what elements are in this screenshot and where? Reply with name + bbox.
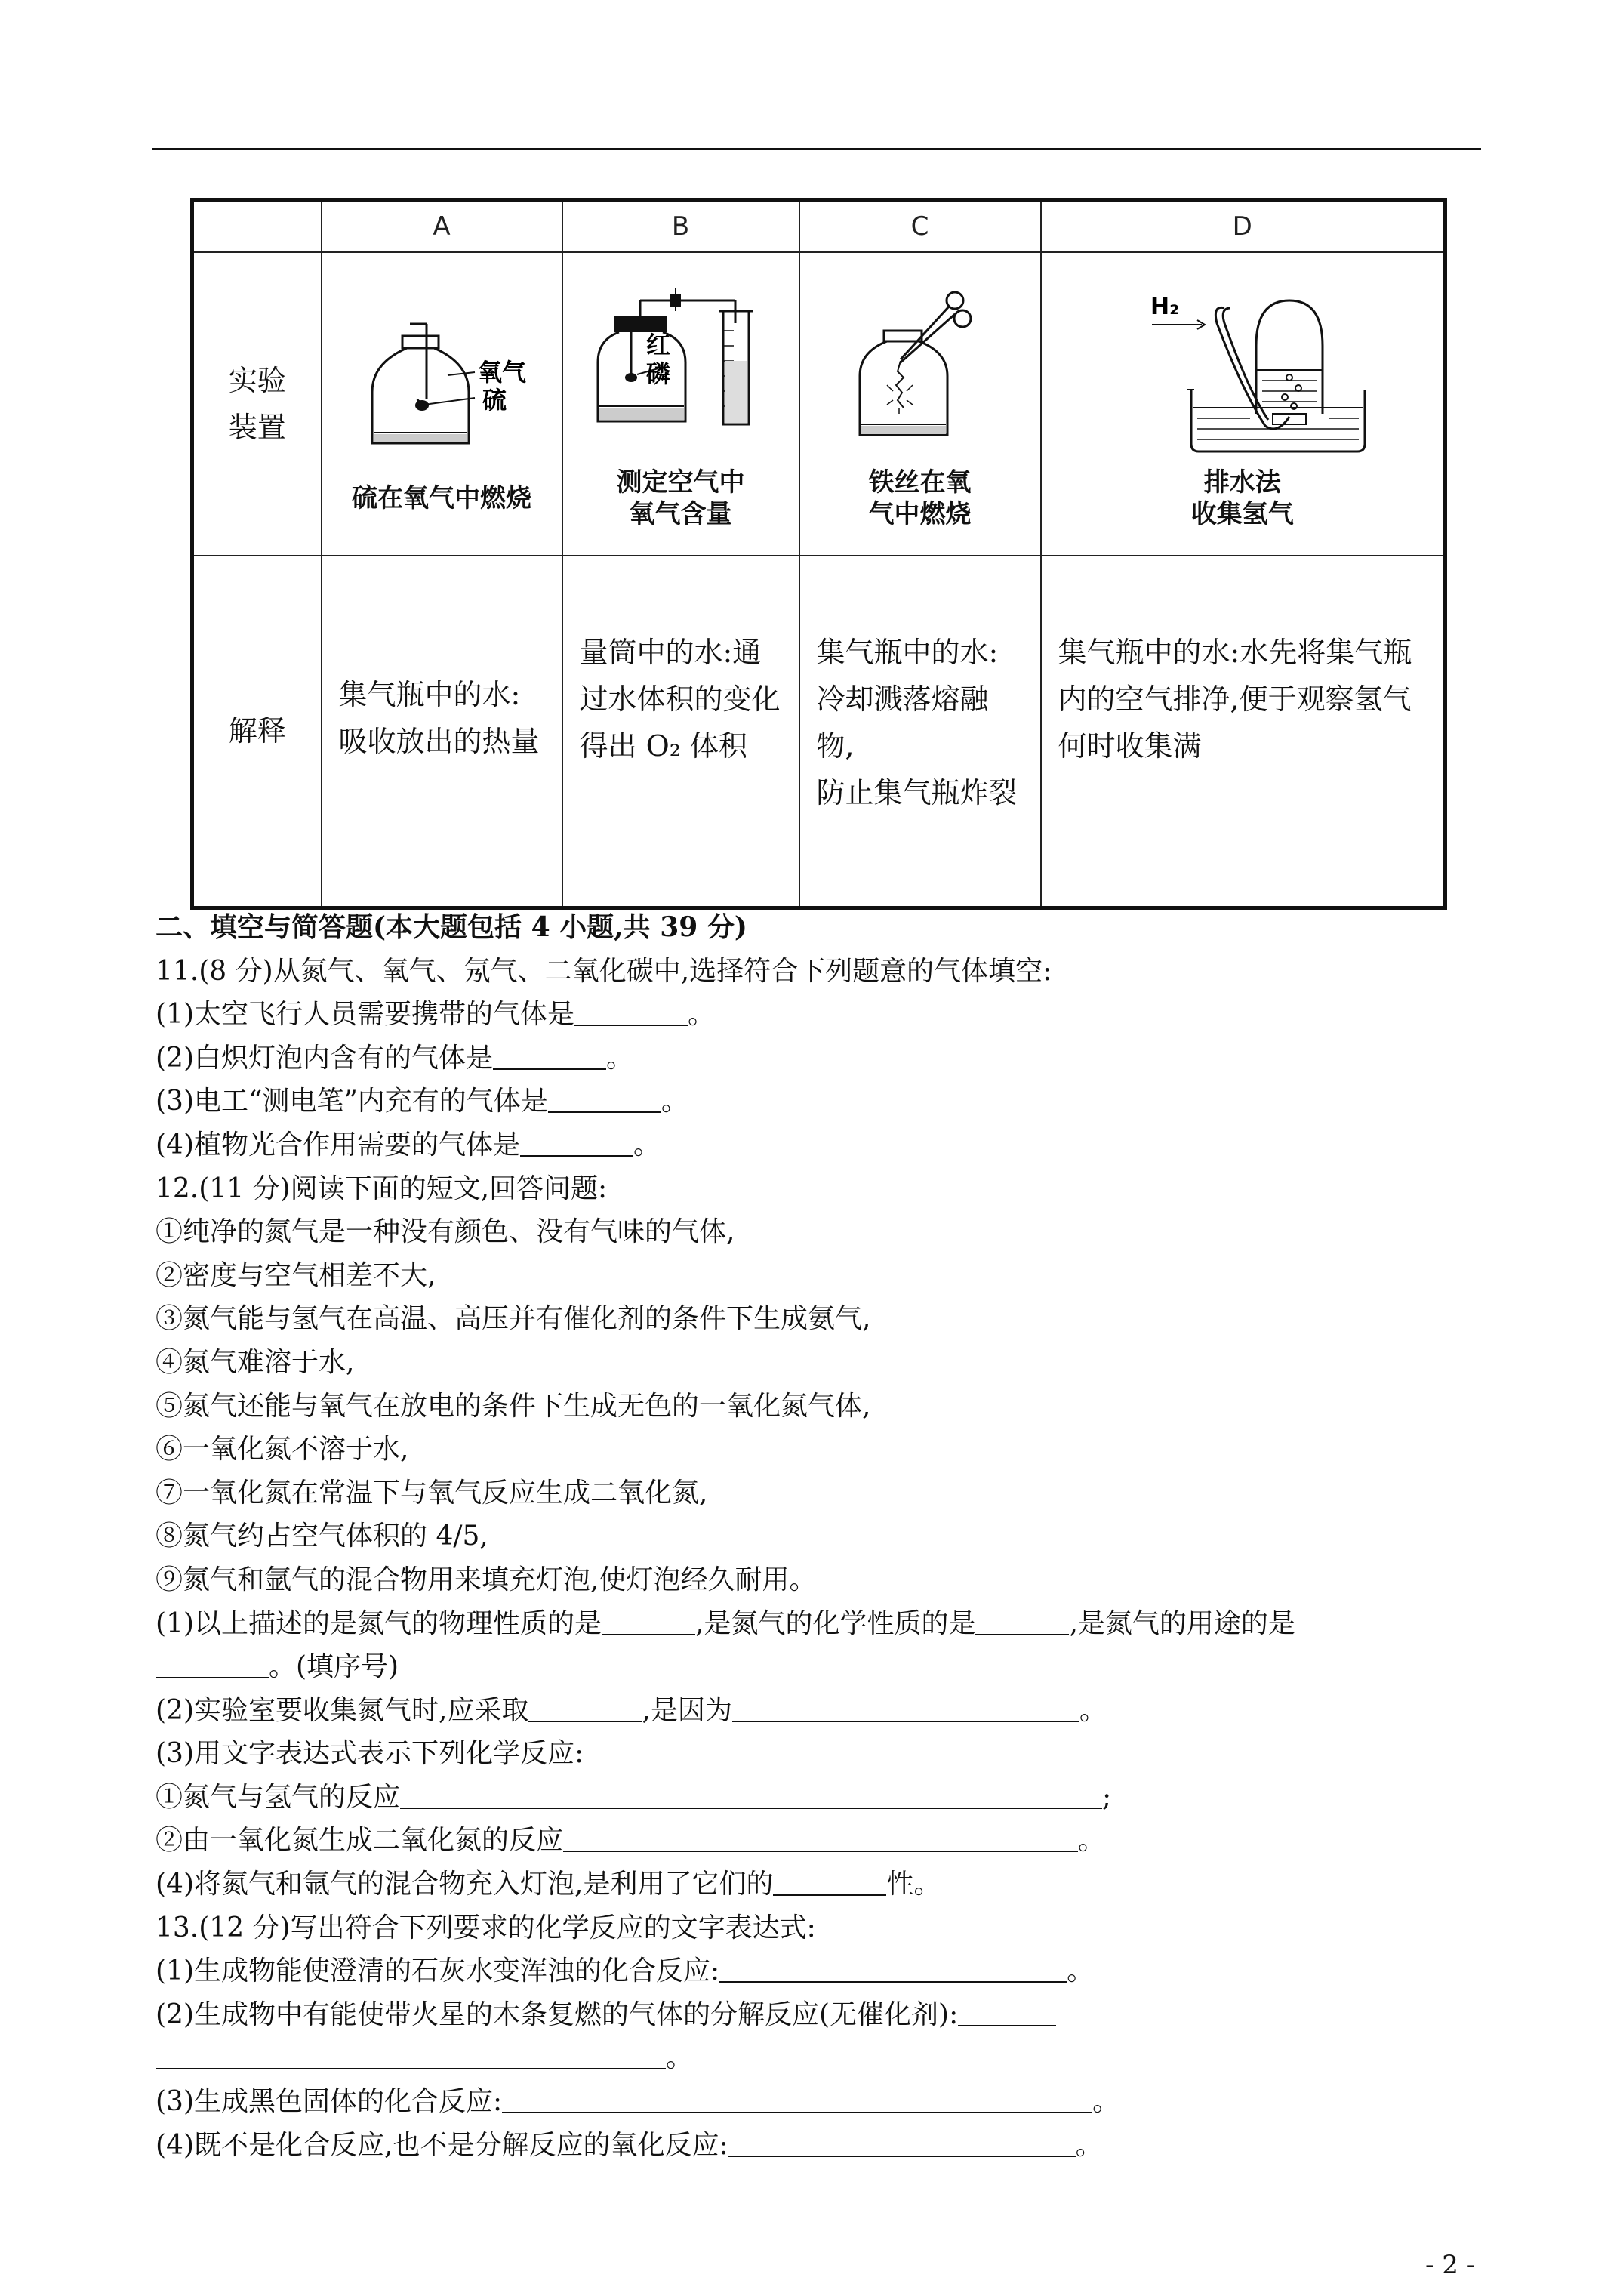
answer-blank[interactable] [975, 1604, 1069, 1635]
q13-stem: 13.(12 分)写出符合下列要求的化学反应的文字表达式: [156, 1912, 816, 1943]
page-number: - 2 - [1425, 2250, 1476, 2280]
apparatus-c [799, 252, 1041, 556]
explanation-c: 集气瓶中的水: 冷却溅落熔融物, 防止集气瓶炸裂 [799, 556, 1041, 908]
answer-blank[interactable] [502, 2082, 1092, 2113]
q11-item-4: (4)植物光合作用需要的气体是 。 [156, 1123, 1477, 1167]
explanation-d: 集气瓶中的水:水先将集气瓶 内的空气排净,便于观察氢气 何时收集满 [1041, 556, 1446, 908]
sulfur-combustion-diagram [328, 294, 555, 482]
q13-item-2: (2)生成物中有能使带火星的木条复燃的气体的分解反应(无催化剂): [156, 1993, 1477, 2037]
q12-fact-1: ①纯净的氮气是一种没有颜色、没有气味的气体, [156, 1216, 735, 1248]
oxygen-content-diagram [568, 278, 794, 467]
apparatus-b [562, 252, 799, 556]
explanation-row [192, 556, 1446, 908]
answer-blank[interactable] [156, 2038, 666, 2069]
answer-blank[interactable] [528, 1690, 642, 1722]
caption-a: 硫在氧气中燃烧 [352, 483, 531, 513]
answer-blank[interactable] [520, 1125, 633, 1157]
answer-blank[interactable] [548, 1081, 661, 1113]
q12-part-1: (1)以上描述的是氮气的物理性质的是 ,是氮气的化学性质的是 ,是氮气的用途的是 [156, 1602, 1477, 1646]
q11-item-2: (2)白炽灯泡内含有的气体是 。 [156, 1037, 1477, 1080]
q11-stem: 11.(8 分)从氮气、氧气、氖气、二氧化碳中,选择符合下列题意的气体填空: [156, 955, 1052, 987]
iron-combustion-diagram [807, 278, 1033, 467]
header-d: D [1041, 200, 1446, 253]
q11-item-3: (3)电工“测电笔”内充有的气体是 。 [156, 1080, 1477, 1123]
q12-fact-7: ⑦一氧化氮在常温下与氧气反应生成二氧化氮, [156, 1477, 708, 1509]
q12-stem: 12.(11 分)阅读下面的短文,回答问题: [156, 1173, 608, 1204]
q11-item-1: (1)太空飞行人员需要携带的气体是 。 [156, 993, 1477, 1037]
explanation-b: 量筒中的水:通 过水体积的变化 得出 O₂ 体积 [562, 556, 799, 908]
q13-item-2-cont: 。 [156, 2036, 1477, 2080]
q12-fact-2: ②密度与空气相差不大, [156, 1259, 436, 1291]
q12-fact-3: ③氮气能与氢气在高温、高压并有催化剂的条件下生成氨气, [156, 1303, 871, 1335]
label-phosphorus: 磷 [645, 359, 670, 388]
label-red: 红 [645, 331, 670, 359]
experiment-table [190, 198, 1447, 910]
apparatus-row [192, 252, 1446, 556]
explanation-a: 集气瓶中的水: 吸收放出的热量 [322, 556, 562, 908]
header-rule [152, 148, 1481, 150]
answer-blank[interactable] [728, 2125, 1076, 2157]
answer-blank[interactable] [732, 1690, 1079, 1722]
table-header-row [192, 200, 1446, 253]
caption-c: 铁丝在氧 气中燃烧 [868, 467, 972, 529]
apparatus-d [1041, 252, 1446, 556]
answer-blank[interactable] [156, 1647, 269, 1678]
answer-blank[interactable] [563, 1820, 1078, 1852]
q13-item-4: (4)既不是化合反应,也不是分解反应的氧化反应: 。 [156, 2124, 1477, 2168]
label-sulfur: 硫 [482, 386, 507, 415]
q12-fact-4: ④氮气难溶于水, [156, 1346, 355, 1378]
q12-fact-8: ⑧氮气约占空气体积的 4/5, [156, 1521, 488, 1552]
row-label-apparatus: 实验 装置 [192, 252, 322, 556]
answer-blank[interactable] [958, 1995, 1056, 2026]
header-blank [192, 200, 322, 253]
label-oxygen: 氧气 [478, 358, 527, 387]
q12-fact-6: ⑥一氧化氮不溶于水, [156, 1434, 409, 1465]
caption-b: 测定空气中 氧气含量 [616, 467, 745, 529]
q12-fact-9: ⑨氮气和氩气的混合物用来填充灯泡,使灯泡经久耐用。 [156, 1564, 817, 1595]
q12-part-3-2: ②由一氧化氮生成二氧化氮的反应 。 [156, 1819, 1477, 1863]
answer-blank[interactable] [493, 1038, 606, 1070]
header-c: C [799, 200, 1041, 253]
q12-part-4: (4)将氮气和氩气的混合物充入灯泡,是利用了它们的 性。 [156, 1863, 1477, 1906]
q12-part-3: (3)用文字表达式表示下列化学反应: [156, 1738, 584, 1770]
q13-item-1: (1)生成物能使澄清的石灰水变浑浊的化合反应: 。 [156, 1949, 1477, 1993]
answer-blank[interactable] [773, 1864, 886, 1896]
answer-blank[interactable] [574, 994, 688, 1026]
hydrogen-collection-diagram [1092, 278, 1394, 467]
answer-blank[interactable] [400, 1777, 1102, 1809]
q12-part-1-cont: 。(填序号) [156, 1645, 1477, 1689]
q13-item-3: (3)生成黑色固体的化合反应: 。 [156, 2080, 1477, 2124]
answer-blank[interactable] [602, 1604, 695, 1635]
header-a: A [322, 200, 562, 253]
apparatus-a [322, 252, 562, 556]
caption-d: 排水法 收集氢气 [1190, 467, 1294, 529]
section-title: 二、填空与简答题(本大题包括 4 小题,共 39 分) [156, 911, 747, 943]
q12-part-3-1: ①氮气与氢气的反应 ; [156, 1776, 1477, 1820]
header-b: B [562, 200, 799, 253]
label-h2: H₂ [1150, 294, 1179, 320]
question-body [156, 906, 1477, 2167]
q12-part-2: (2)实验室要收集氮气时,应采取 ,是因为 。 [156, 1689, 1477, 1733]
answer-blank[interactable] [719, 1951, 1067, 1983]
row-label-explanation: 解释 [192, 556, 322, 908]
q12-fact-5: ⑤氮气还能与氧气在放电的条件下生成无色的一氧化氮气体, [156, 1390, 871, 1422]
